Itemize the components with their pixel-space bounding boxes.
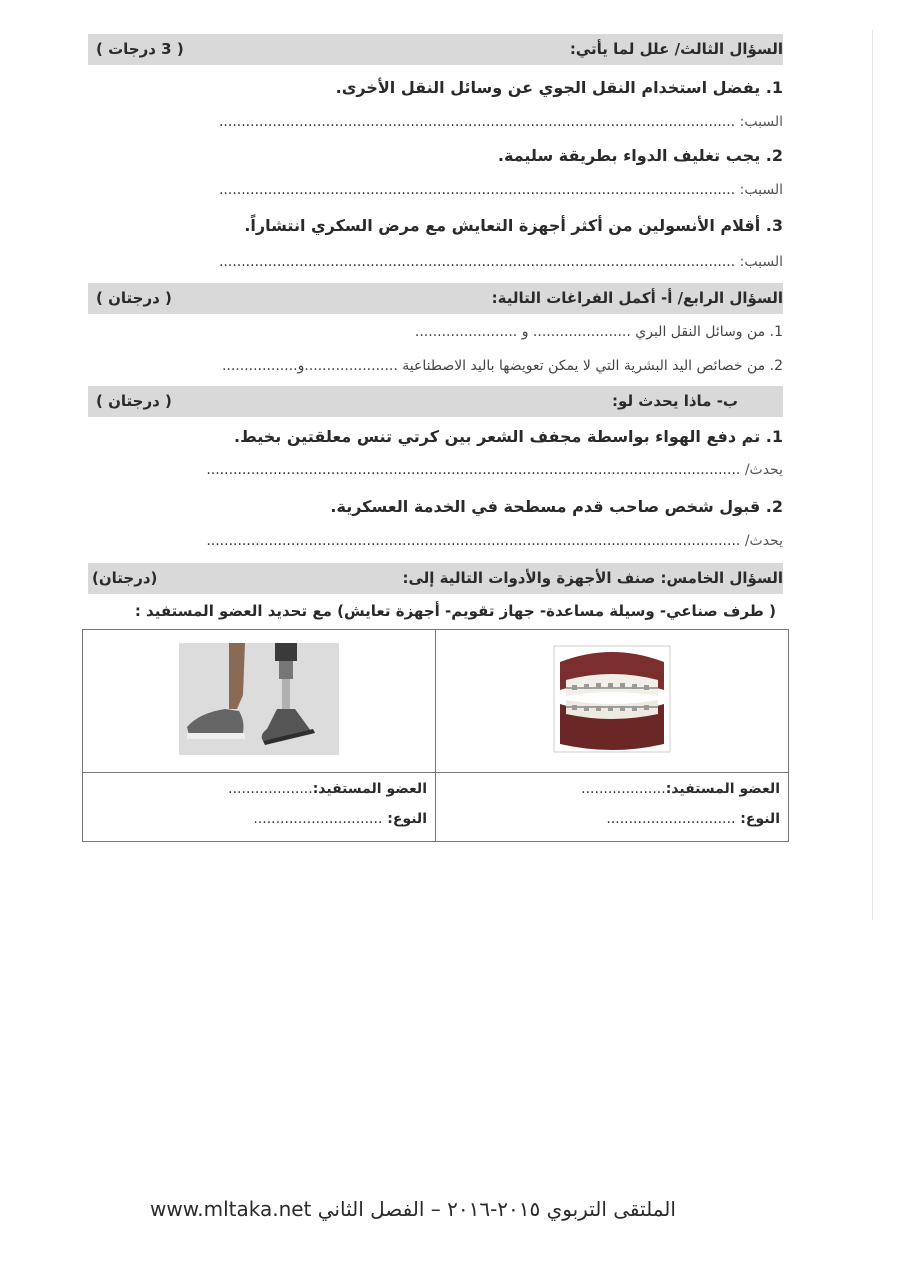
q3-item-2: 2. يجب تغليف الدواء بطريقة سليمة. [497, 146, 783, 165]
answer-dots[interactable]: .................................................................................................................... [218, 114, 736, 130]
image-cell-braces [436, 630, 789, 773]
reason-label: السبب: [739, 254, 783, 270]
type-row [83, 797, 435, 827]
q4b-happen-line-1 [92, 462, 783, 478]
answer-dots[interactable]: .................................................................................................................... [218, 182, 736, 198]
beneficiary-label: العضو المستفيد: [665, 781, 780, 797]
prosthetic-answer-cell [83, 773, 436, 842]
beneficiary-label: العضو المستفيد: [312, 781, 427, 797]
image-cell-prosthetic [83, 630, 436, 773]
q5-points: (درجتان) [92, 569, 158, 587]
q3-reason-line-2 [100, 182, 783, 198]
q4b-item-2: 2. قبول شخص صاحب قدم مسطحة في الخدمة العسكرية. [330, 497, 783, 516]
type-dots[interactable]: ............................. [253, 811, 383, 827]
q3-header [88, 34, 783, 65]
happen-label: يحدث/ [744, 462, 783, 478]
q4a-item-2[interactable]: 2. من خصائص اليد البشرية التي لا يمكن تعويضها باليد الاصطناعية .....................و................. [221, 358, 783, 374]
q3-item-3: 3. أقلام الأنسولين من أكثر أجهزة التعايش مع مرض السكري انتشاراً. [244, 216, 783, 235]
q4a-header [88, 283, 783, 314]
type-dots[interactable]: ............................. [606, 811, 736, 827]
q4a-item-1[interactable]: 1. من وسائل النقل البري ...................... و ....................... [414, 324, 783, 340]
q3-points: ( 3 درجات ) [96, 40, 184, 58]
q4a-title: السؤال الرابع/ أ- أكمل الفراغات التالية: [491, 289, 783, 307]
reason-label: السبب: [739, 182, 783, 198]
q4a-points: ( درجتان ) [96, 289, 172, 307]
q4b-header [88, 386, 783, 417]
answer-dots[interactable]: .................................................................................................................... [218, 254, 736, 270]
q3-reason-line-3 [100, 254, 783, 270]
page-footer: الملتقى التربوي ٢٠١٥-٢٠١٦ – الفصل الثاني www.mltaka.net [150, 1197, 676, 1221]
type-label: النوع: [387, 811, 427, 827]
beneficiary-row [436, 773, 788, 797]
q3-item-1: 1. يفضل استخدام النقل الجوي عن وسائل النقل الأخرى. [335, 78, 783, 97]
prosthetic-leg-image [179, 643, 339, 755]
type-row [436, 797, 788, 827]
q3-reason-line-1 [100, 114, 783, 130]
q4b-points: ( درجتان ) [96, 392, 172, 410]
type-label: النوع: [740, 811, 780, 827]
q4b-item-1: 1. تم دفع الهواء بواسطة مجفف الشعر بين كرتي تنس معلقتين بخيط. [234, 427, 783, 446]
q5-header [88, 563, 783, 594]
beneficiary-dots[interactable]: ................... [228, 781, 313, 797]
q4b-title: ب- ماذا يحدث لو: [612, 392, 738, 410]
q5-instruction: ( طرف صناعي- وسيلة مساعدة- جهاز تقويم- أجهزة تعايش) مع تحديد العضو المستفيد : [134, 602, 776, 620]
braces-answer-cell [436, 773, 789, 842]
answer-dots[interactable]: ........................................................................................................................ [206, 533, 741, 549]
happen-label: يحدث/ [744, 533, 783, 549]
q3-title: السؤال الثالث/ علل لما يأتي: [569, 40, 783, 58]
beneficiary-row [83, 773, 435, 797]
classification-table [82, 629, 789, 842]
q5-title: السؤال الخامس: صنف الأجهزة والأدوات التالية إلى: [402, 569, 783, 587]
answer-dots[interactable]: ........................................................................................................................ [206, 462, 741, 478]
page-edge-shadow [872, 30, 873, 920]
beneficiary-dots[interactable]: ................... [581, 781, 666, 797]
teeth-braces-image [552, 644, 672, 754]
reason-label: السبب: [739, 114, 783, 130]
q4b-happen-line-2 [92, 533, 783, 549]
